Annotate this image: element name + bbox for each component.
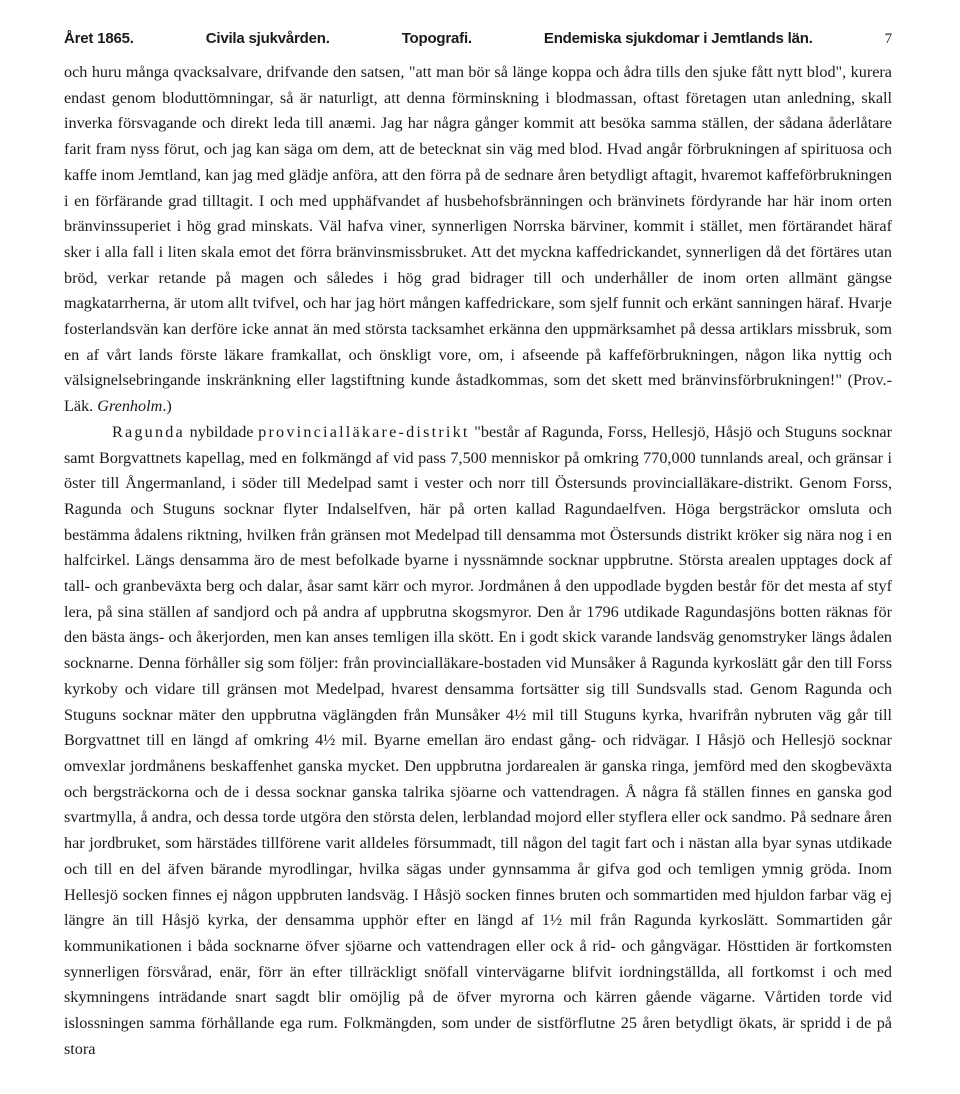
header-section: Civila sjukvården. [205, 30, 330, 47]
paragraph-2-lead-word: Ragunda [112, 422, 185, 441]
paragraph-2 [64, 420, 892, 1063]
page-number: 7 [884, 31, 892, 47]
body-text [64, 60, 892, 1062]
paragraph-1 [64, 60, 892, 420]
paragraph-1-closing: .) [162, 397, 172, 416]
document-page [64, 30, 892, 1062]
paragraph-2-district-word: provincialläkare-distrikt [258, 422, 470, 441]
header-year: Året 1865. [64, 30, 134, 47]
paragraph-1-text: och huru många qvacksalvare, drifvande den satsen, "att man bör så länge koppa och ådra tills den sjuke fått nytt blod", kurera endast genom bloduttömningar, så är naturligt, att denna förminskning i blodmassan, oftast företagen utan anledning, skall inverka försvagande och direkt leda till anæmi. Jag har några gånger kommit att besöka samma ställen, der sådana åderlåtare farit fram nyss förut, och jag kan säga om dem, att de betecknat sin väg med blod. Hvad angår förbrukningen af spirituosa och kaffe inom Jemtland, kan jag med glädje anföra, att den förra på de sednare åren betydligt aftagit, hvaremot kaffeförbrukningen i en förfärande grad tilltagit. I och med upphäfvandet af husbehofsbränningen och bränvinets fördyrande har här inom orten bränvinssuperiet i hög grad minskats. Väl hafva viner, synnerligen Norrska bärviner, kommit i stället, men förtärandet häraf sker i alla fall i liten skala emot det förra bränvinsmissbruket. Att det myckna kaffedrickandet, synnerligen då det förtäres utan bröd, verkar retande på magen och således i hög grad bidrager till och underhåller de inom orten allmänt gängse magkatarrherna, är utom allt tvifvel, och har jag hört mången kaffedrickare, som sjelf funnit och erkänt sanningen häraf. Hvarje fosterlandsvän kan derföre icke annat än med största tacksamhet erkänna den uppmärksamhet på dessa artiklars missbruk, som en af vårt lands förste läkare framkallat, och önskligt vore, om, i afseende på kaffeförbrukningen, någon lika nyttig och välsignelsebringande inskränkning eller lagstiftning kunde åstadkommas, som det skett med bränvinsförbrukningen!" (Prov.-Läk. [64, 63, 892, 416]
header-topic: Topografi. [401, 30, 472, 47]
page-header [64, 30, 892, 56]
paragraph-2-mid: nybildade [184, 422, 259, 441]
paragraph-1-signature: Grenholm [97, 397, 163, 416]
paragraph-2-text: "består af Ragunda, Forss, Hellesjö, Håsjö och Stuguns socknar samt Borgvattnets kapellag, med en folkmängd af vid pass 7,500 menniskor på omkring 770,000 tunnlands areal, och gränsar i öster till Ångermanland, i söder till Medelpad samt i vester och norr till Östersunds provincialläkare-distrikt. Genom Forss, Ragunda och Stuguns socknar flyter Indalselfven, här på orten kallad Ragundaelfven. Höga bergsträckor omsluta och bestämma ådalens riktning, hvilken från gränsen mot Medelpad till densamma mot Östersunds distrikt kröker sig nära nog i en halfcirkel. Längs densamma äro de mest befolkade byarne i nyssnämnde socknar uppbrutne. Största arealen upptages dock af tall- och granbeväxta berg och dalar, åsar samt kärr och myror. Jordmånen å den uppodlade bygden består för det mesta af styf lera, på sina ställen af sandjord och på andra af uppbrutna skogsmyror. Den år 1796 utdikade Ragundasjöns botten räknas för den bästa ängs- och åkerjorden, men kan anses temligen illa skött. En i godt skick varande landsväg genomstryker längs ådalen socknarne. Denna förhåller sig som följer: från provincialläkare-bostaden vid Munsåker å Ragunda kyrkoslätt går den till Forss kyrkoby och vidare till gränsen mot Medelpad, hvarest densamma fortsätter sig till Sundsvalls stad. Genom Ragunda och Stuguns socknar mäter den uppbrutna väglängden från Munsåker 4½ mil till Stuguns kyrka, hvarifrån nybruten väg går till Borgvattnet till en längd af omkring 4½ mil. Byarne emellan äro endast gång- och ridvägar. I Håsjö och Hellesjö socknar omvexlar jordmånens beskaffenhet ganska mycket. Den uppbrutna jordarealen är ganska ringa, jemförd med den skogbeväxta och bergsträckorna och de i dessa socknar ganska talrika sjöarne och vattendragen. Å några få ställen finnes en ganska god svartmylla, å andra, och dessa torde utgöra den största delen, lerblandad mojord eller styflera eller ock sandmo. På sednare åren har jordbruket, som härstädes tillförene varit alldeles försummadt, till någon del tagit fart och i nästan alla byar synas utdikade och till en del äfven bärande myrodlingar, hvilka sägas under gynnsamma år gifva god och temligen ymnig gröda. Inom Hellesjö socken finnes ej någon uppbruten landsväg. I Håsjö socken finnes bruten och sommartiden med hjuldon farbar väg ej längre än till Håsjö kyrka, der densamma upphör efter en längd af 1½ mil från Ragunda kyrkoslätt. Sommartiden går kommunikationen i båda socknarne öfver sjöarne och vattendragen eller ock å rid- och gångvägar. Hösttiden är fortkomsten synnerligen försvårad, enär, förr än efter tillräckligt snöfall vintervägarne blifvit iordningställda, all fortkomst i och med skymningens inträdande snart sagdt blir omöjlig på de öfver myrorna och kärren gående vägarne. Vårtiden torde vid islossningen samma förhållande ega rum. Folkmängden, som under de sistförflutne 25 åren betydligt ökats, är spridd i de på stora [64, 422, 892, 1058]
header-subtitle: Endemiska sjukdomar i Jemtlands län. [543, 30, 813, 47]
